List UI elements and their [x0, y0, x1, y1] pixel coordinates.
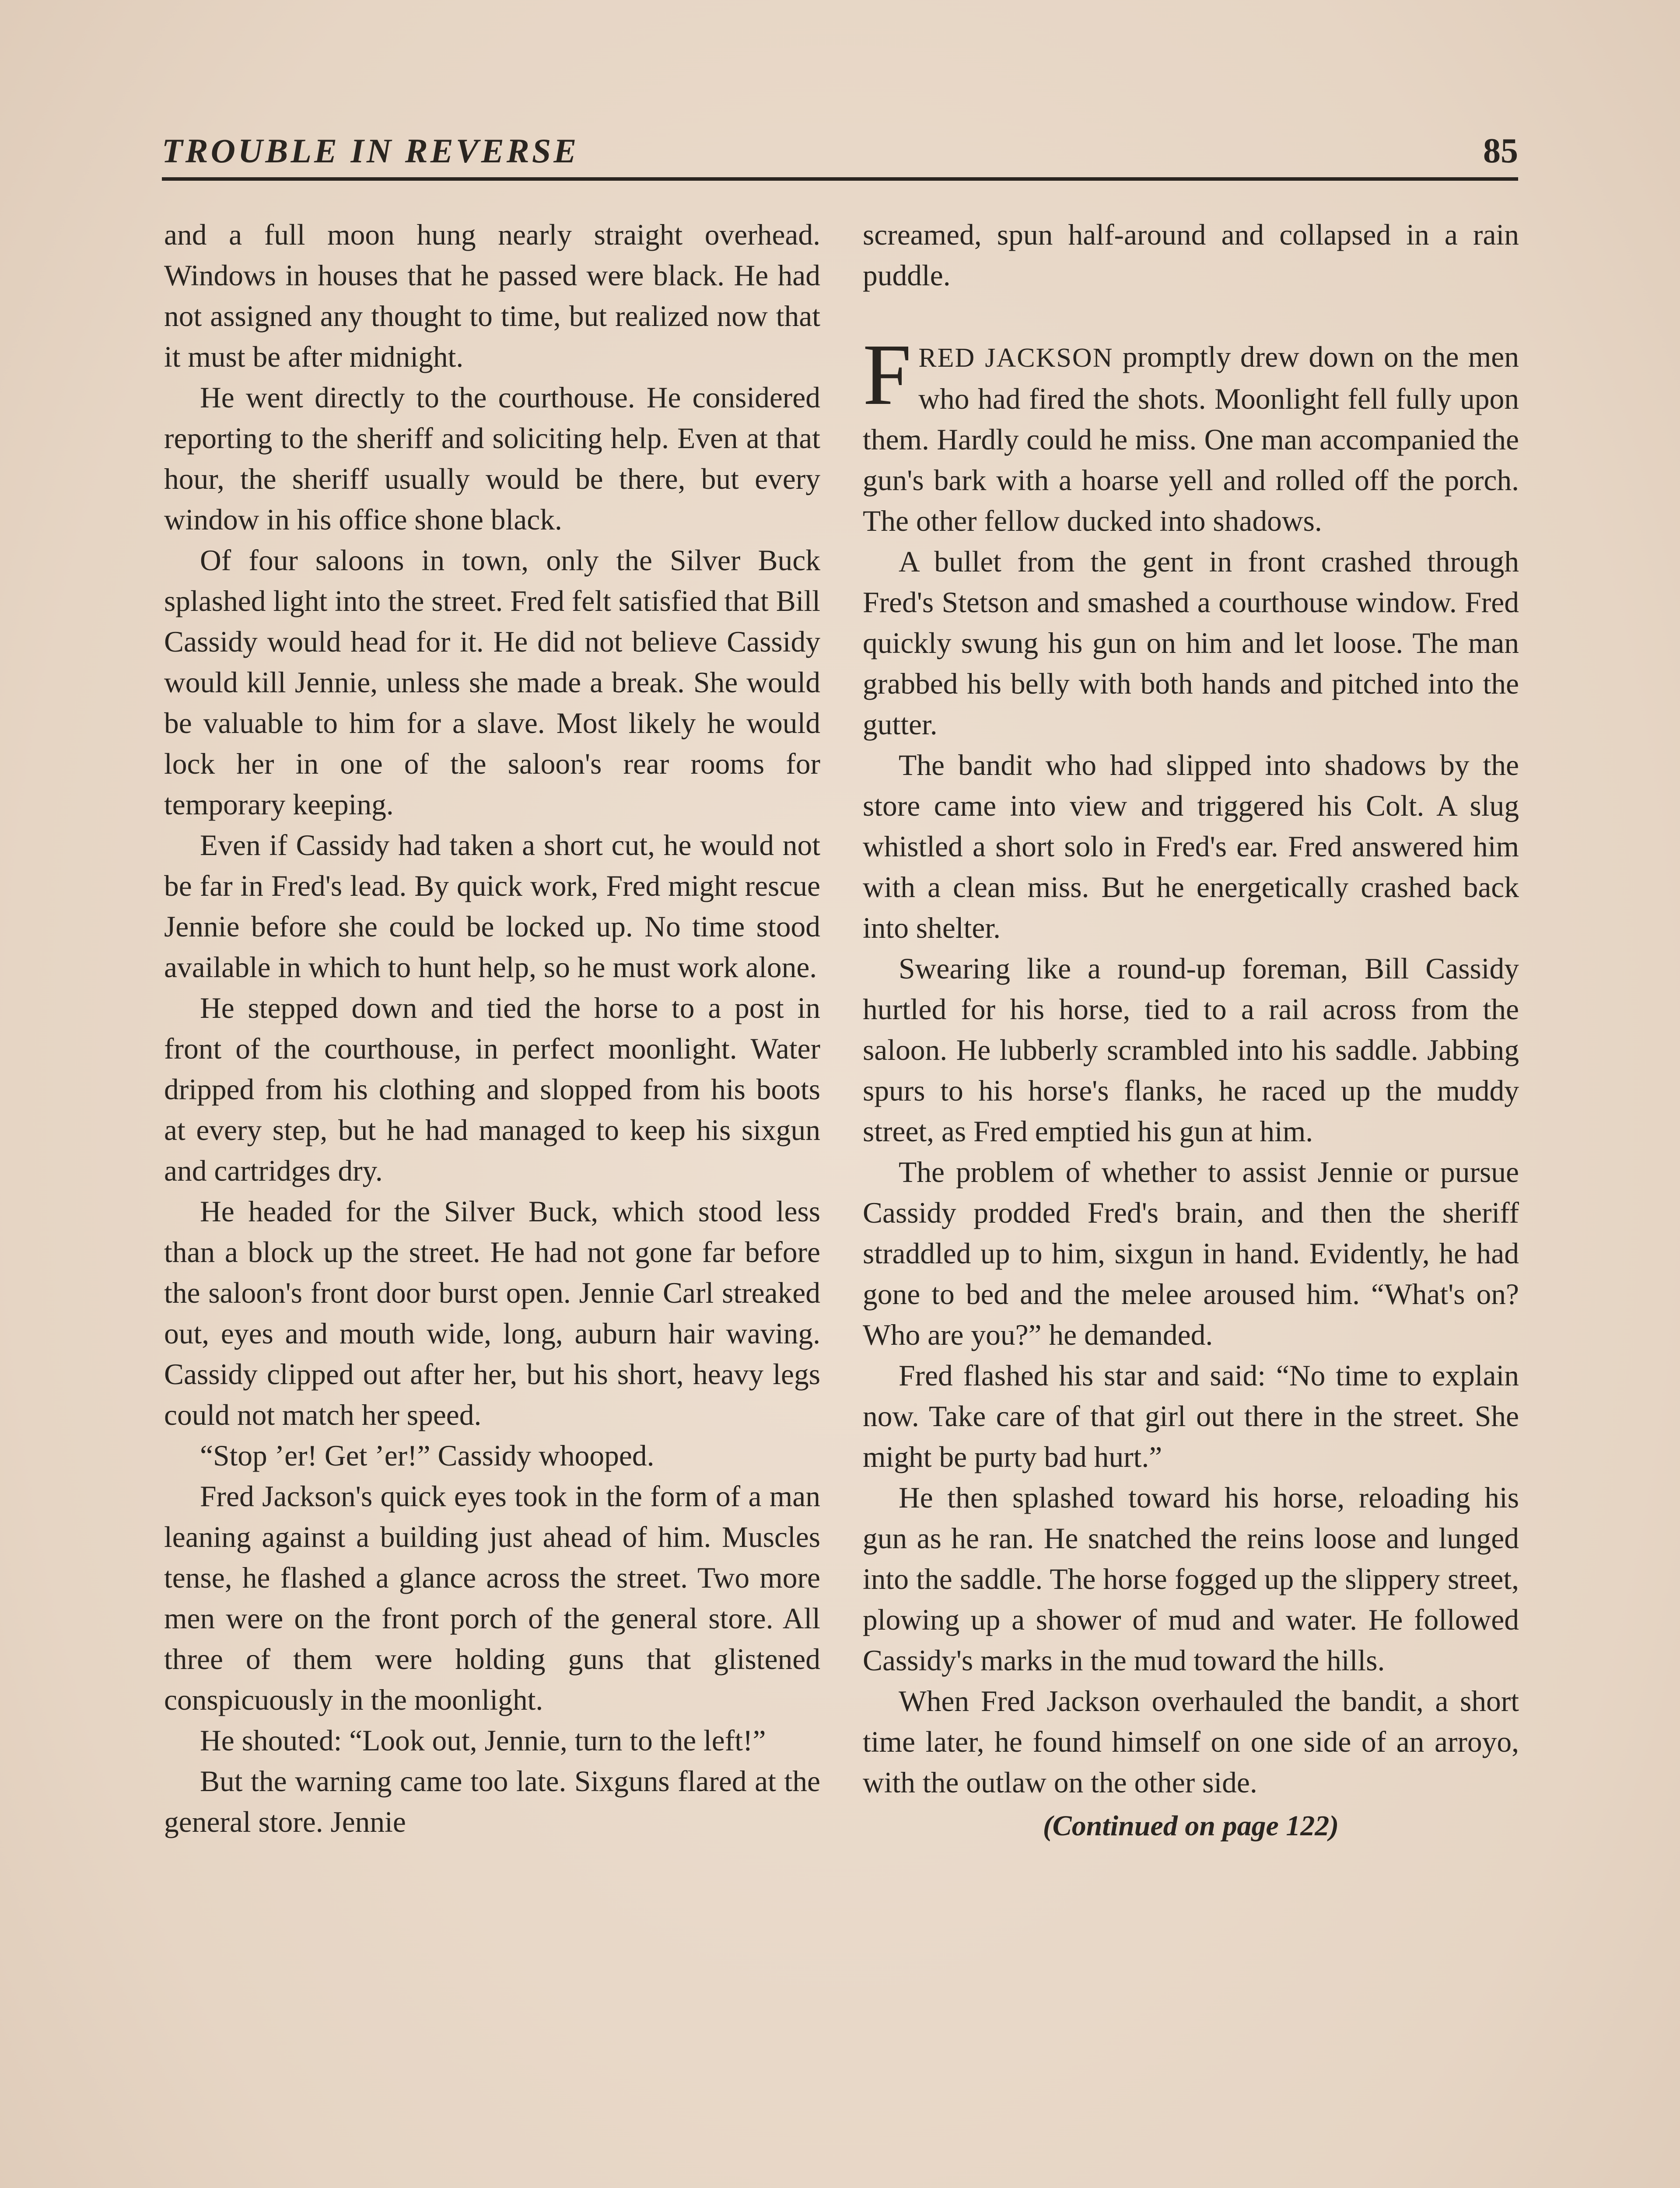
continued-note: (Continued on page 122): [1043, 1810, 1339, 1842]
section-lead: RED JACKSON: [918, 343, 1113, 373]
paragraph: Swearing like a round-up foreman, Bill Cassidy hurtled for his horse, tied to a rail across from the saloon. He lubberly scrambled into his saddle. Jabbing spurs to his horse's flanks, he raced up the muddy street, as Fred emptied his gun at him.: [863, 952, 1519, 1148]
paragraph: screamed, spun half-around and collapsed in a rain puddle.: [863, 218, 1519, 292]
paragraph: He then splashed toward his horse, reloading his gun as he ran. He snatched the reins loose and lunged into the saddle. The horse fogged up the slippery street, plowing up a shower of mud and water. He followed Cassidy's marks in the mud toward the hills.: [863, 1481, 1519, 1677]
drop-cap: F: [863, 326, 912, 423]
paragraph: When Fred Jackson overhauled the bandit, a short time later, he found himself on one side of an arroyo, with the outlaw on the other side.: [863, 1685, 1519, 1799]
left-column: [164, 214, 820, 1842]
paragraph: But the warning came too late. Sixguns flared at the general store. Jennie: [164, 1765, 820, 1838]
paragraph: and a full moon hung nearly straight overhead. Windows in houses that he passed were black. He had not assigned any thought to time, but realized now that it must be after midnight.: [164, 218, 820, 373]
page-number: 85: [1483, 132, 1518, 170]
paragraph: A bullet from the gent in front crashed through Fred's Stetson and smashed a courthouse window. Fred quickly swung his gun on him and let loose. The man grabbed his belly with both hands and pitched into the gutter.: [863, 545, 1519, 741]
paragraph: He shouted: “Look out, Jennie, turn to the left!”: [200, 1724, 766, 1757]
paragraph: “Stop ’er! Get ’er!” Cassidy whooped.: [200, 1439, 654, 1472]
section-text: promptly drew down on the men who had fired the shots. Moonlight fell fully upon them. Hardly could he miss. One man accompanied the gun's bark with a hoarse yell and rolled off the porch. The other fellow ducked into shadows.: [863, 340, 1519, 537]
paragraph: Of four saloons in town, only the Silver Buck splashed light into the street. Fred felt satisfied that Bill Cassidy would head for it. He did not believe Cassidy would kill Jennie, unless she made a break. She would be valuable to him for a slave. Most likely he would lock her in one of the saloon's rear rooms for temporary keeping.: [164, 544, 820, 821]
right-column: [863, 214, 1519, 1846]
paragraph: Fred flashed his star and said: “No time to explain now. Take care of that girl out there in the street. She might be purty bad hurt.”: [863, 1359, 1519, 1473]
paragraph: He stepped down and tied the horse to a post in front of the courthouse, in perfect moonlight. Water dripped from his clothing and slopped from his boots at every step, but he had managed to keep his sixgun and cartridges dry.: [164, 992, 820, 1187]
paragraph: Even if Cassidy had taken a short cut, he would not be far in Fred's lead. By quick work, Fred might rescue Jennie before she could be locked up. No time stood available in which to hunt help, so he must work alone.: [164, 829, 820, 984]
paragraph: The problem of whether to assist Jennie or pursue Cassidy prodded Fred's brain, and then the sheriff straddled up to him, sixgun in hand. Evidently, he had gone to bed and the melee aroused him. “What's on? Who are you?” he demanded.: [863, 1156, 1519, 1351]
paragraph: He went directly to the courthouse. He considered reporting to the sheriff and soliciting help. Even at that hour, the sheriff usually would be there, but every window in his office shone black.: [164, 381, 820, 536]
page-header: [162, 127, 1518, 184]
running-title: TROUBLE IN REVERSE: [162, 132, 579, 170]
header-rule: [162, 177, 1518, 181]
paragraph: He headed for the Silver Buck, which stood less than a block up the street. He had not gone far before the saloon's front door burst open. Jennie Carl streaked out, eyes and mouth wide, long, auburn hair waving. Cassidy clipped out after her, but his short, heavy legs could not match her speed.: [164, 1195, 820, 1431]
section-opening-paragraph: [863, 326, 1519, 541]
paragraph: The bandit who had slipped into shadows by the store came into view and triggered his Colt. A slug whistled a short solo in Fred's ear. Fred answered him with a clean miss. But he energetically crashed back into shelter.: [863, 749, 1519, 944]
paragraph: Fred Jackson's quick eyes took in the form of a man leaning against a building just ahead of him. Muscles tense, he flashed a glance across the street. Two more men were on the front porch of the general store. All three of them were holding guns that glistened conspicuously in the moonlight.: [164, 1480, 820, 1716]
